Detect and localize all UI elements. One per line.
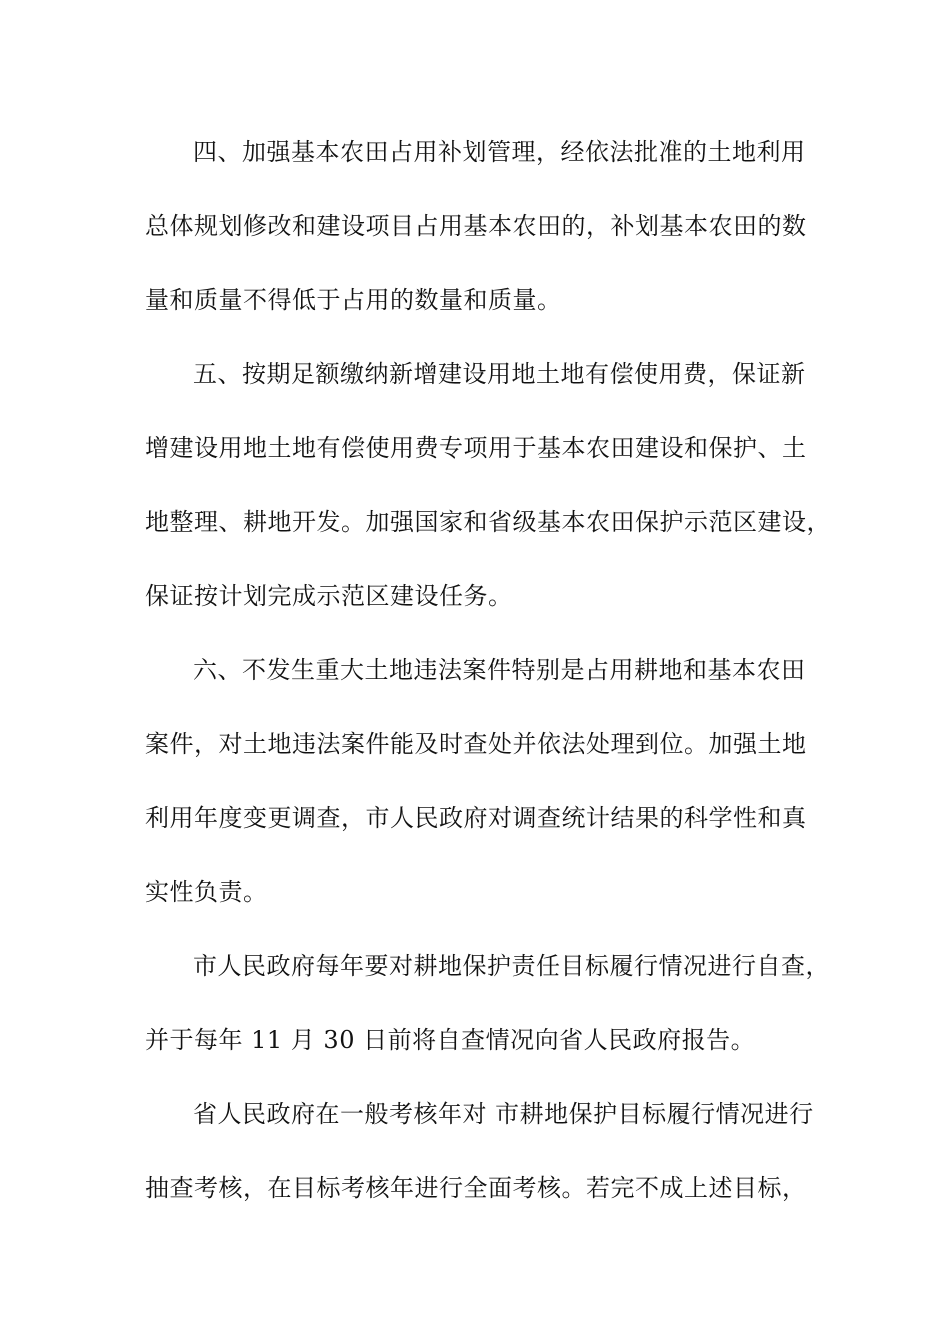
document-body: [145, 128, 831, 1238]
paragraph-self-inspection: [145, 942, 830, 1090]
text-line: 并于每年 11 月 30 日前将自查情况向省人民政府报告。: [145, 1026, 756, 1054]
text-line: 省人民政府在一般考核年对 市耕地保护目标履行情况进行: [193, 1100, 814, 1128]
paragraph-5: [145, 350, 831, 646]
text-line: 案件，对土地违法案件能及时查处并依法处理到位。加强土地: [145, 730, 807, 758]
text-line: 量和质量不得低于占用的数量和质量。: [145, 286, 562, 314]
text-line: 地整理、耕地开发。加强国家和省级基本农田保护示范区建设，: [145, 508, 831, 536]
text-line: 市人民政府每年要对耕地保护责任目标履行情况进行自查，: [193, 952, 830, 980]
text-line: 五、按期足额缴纳新增建设用地土地有偿使用费，保证新: [193, 360, 806, 388]
text-line: 四、加强基本农田占用补划管理，经依法批准的土地利用: [193, 138, 806, 166]
text-line: 实性负责。: [145, 878, 268, 906]
text-line: 保证按计划完成示范区建设任务。: [145, 582, 513, 610]
text-line: 抽查考核，在目标考核年进行全面考核。若完不成上述目标，: [145, 1174, 807, 1202]
text-line: 增建设用地土地有偿使用费专项用于基本农田建设和保护、土: [145, 434, 807, 462]
text-line: 利用年度变更调查，市人民政府对调查统计结果的科学性和真: [145, 804, 807, 832]
paragraph-4: [145, 128, 810, 350]
text-line: 六、不发生重大土地违法案件特别是占用耕地和基本农田: [193, 656, 806, 684]
text-line: 总体规划修改和建设项目占用基本农田的，补划基本农田的数: [145, 212, 807, 240]
paragraph-provincial-assessment: [145, 1090, 814, 1238]
paragraph-6: [145, 646, 810, 942]
